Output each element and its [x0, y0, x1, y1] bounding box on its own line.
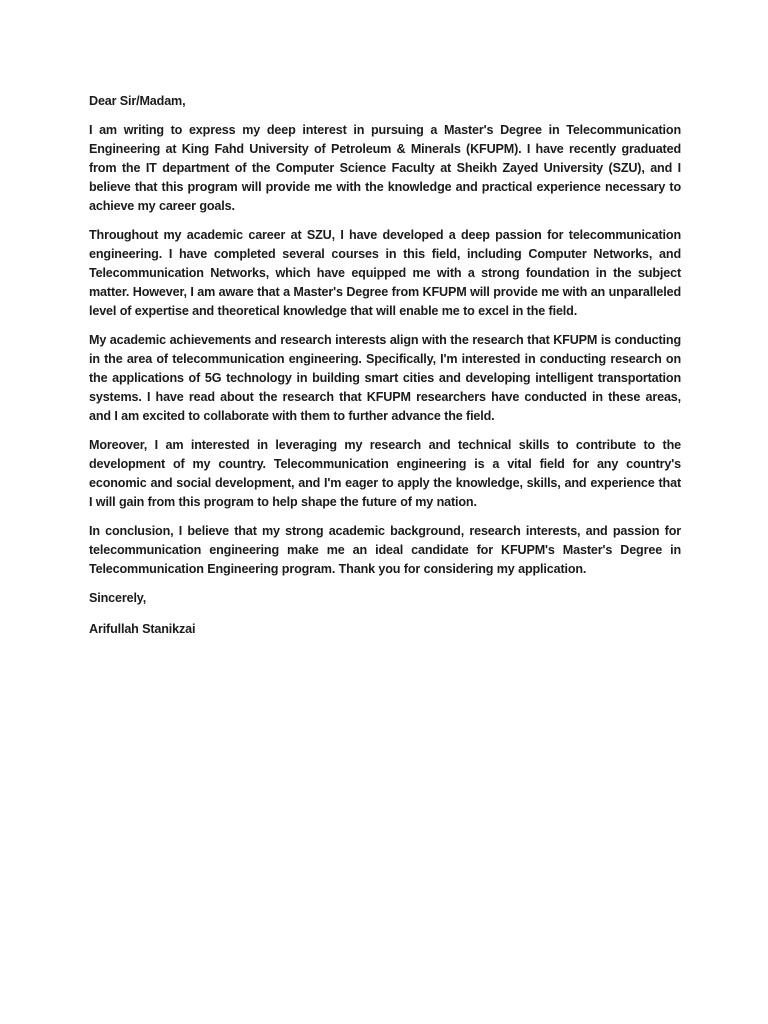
paragraph-conclusion: In conclusion, I believe that my strong academic background, research interests, and passion for telecommunication engineering make me an ideal candidate for KFUPM's Master's Degree in Telecommunication Engineering program. Thank you for considering my application. — [89, 524, 681, 576]
salutation: Dear Sir/Madam, — [89, 94, 186, 108]
letter-body — [89, 92, 681, 639]
closing-line: Sincerely, — [89, 591, 147, 605]
paragraph-intro: I am writing to express my deep interest in pursuing a Master's Degree in Telecommunication Engineering at King Fahd University of Petroleum & Minerals (KFUPM). I have recently graduated from the IT department of the Computer Science Faculty at Sheikh Zayed University (SZU), and I believe that this program will provide me with the knowledge and practical experience necessary to achieve my career goals. — [89, 123, 681, 213]
paragraph-motivation: Moreover, I am interested in leveraging my research and technical skills to contribute to the development of my country. Telecommunication engineering is a vital field for any country's economic and social development, and I'm eager to apply the knowledge, skills, and experience that I will gain from this program to help shape the future of my nation. — [89, 438, 681, 509]
signature-name: Arifullah Stanikzai — [89, 622, 196, 636]
paragraph-academic-background: Throughout my academic career at SZU, I have developed a deep passion for telecommunication engineering. I have completed several courses in this field, including Computer Networks, and Telecommunication Networks, which have equipped me with a strong foundation in the subject matter. However, I am aware that a Master's Degree from KFUPM will provide me with an unparalleled level of expertise and theoretical knowledge that will enable me to excel in the field. — [89, 228, 681, 318]
paragraph-research-interests: My academic achievements and research interests align with the research that KFUPM is conducting in the area of telecommunication engineering. Specifically, I'm interested in conducting research on the applications of 5G technology in building smart cities and developing intelligent transportation systems. I have read about the research that KFUPM researchers have conducted in these areas, and I am excited to collaborate with them to further advance the field. — [89, 333, 681, 423]
